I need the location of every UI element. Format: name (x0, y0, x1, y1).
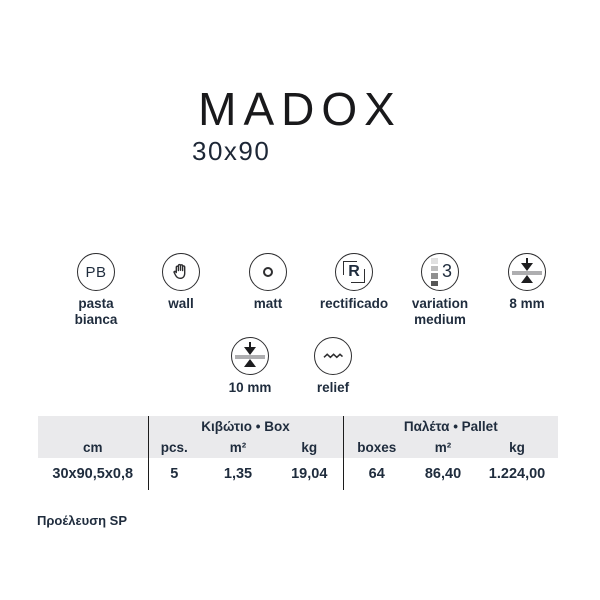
variation-level: 3 (441, 261, 452, 282)
col-header-boxes: boxes (343, 437, 410, 458)
icon-label: pasta bianca (74, 296, 118, 327)
col-header-m2-box: m² (200, 437, 276, 458)
feature-variation (405, 253, 475, 328)
col-header-kg-box: kg (276, 437, 343, 458)
feature-rectificado (306, 253, 402, 312)
cell-kg-box: 19,04 (276, 458, 343, 490)
icon-label: relief (316, 380, 350, 395)
icon-label: 8 mm (509, 296, 545, 311)
origin-label: Προέλευση SP (37, 513, 127, 528)
zigzag-icon (321, 344, 345, 368)
feature-wall (133, 253, 229, 312)
col-header-kg-pallet: kg (476, 437, 558, 458)
matt-dot (263, 267, 273, 277)
thickness-icon (508, 253, 546, 291)
cell-boxes: 64 (343, 458, 410, 490)
icon-label: rectificado (319, 296, 389, 311)
variation-icon (421, 253, 459, 291)
cell-m2-pallet: 86,40 (410, 458, 476, 490)
rectificado-icon (335, 253, 373, 291)
hand-icon (169, 260, 193, 284)
feature-pasta-bianca (61, 253, 131, 328)
wall-hand-icon (162, 253, 200, 291)
thickness-icon (231, 337, 269, 375)
cell-pcs: 5 (148, 458, 200, 490)
icon-label: 10 mm (228, 380, 272, 395)
col-header-pcs: pcs. (148, 437, 200, 458)
shade-scale (431, 258, 438, 288)
group-header-box: Κιβώτιο • Box (148, 416, 343, 437)
relief-icon (314, 337, 352, 375)
group-spacer (38, 416, 148, 437)
matt-icon (249, 253, 287, 291)
icon-label: wall (168, 296, 194, 311)
col-header-cm: cm (38, 437, 148, 458)
icon-label: variation medium (411, 296, 469, 327)
pasta-bianca-icon (77, 253, 115, 291)
feature-matt (220, 253, 316, 312)
feature-thickness-8mm (479, 253, 575, 312)
table-row (38, 458, 558, 490)
icon-label: matt (253, 296, 283, 311)
product-size: 30x90 (192, 136, 271, 166)
feature-thickness-10mm (202, 337, 298, 396)
r-glyph: R (348, 263, 360, 280)
feature-relief (285, 337, 381, 396)
page-title: MADOX (198, 83, 402, 135)
col-header-m2-pallet: m² (410, 437, 476, 458)
cell-m2-box: 1,35 (200, 458, 276, 490)
group-header-pallet: Παλέτα • Pallet (343, 416, 558, 437)
pb-glyph: PB (85, 263, 107, 281)
packing-table (38, 416, 558, 490)
cell-dimensions: 30x90,5x0,8 (38, 458, 148, 490)
cell-kg-pallet: 1.224,00 (476, 458, 558, 490)
